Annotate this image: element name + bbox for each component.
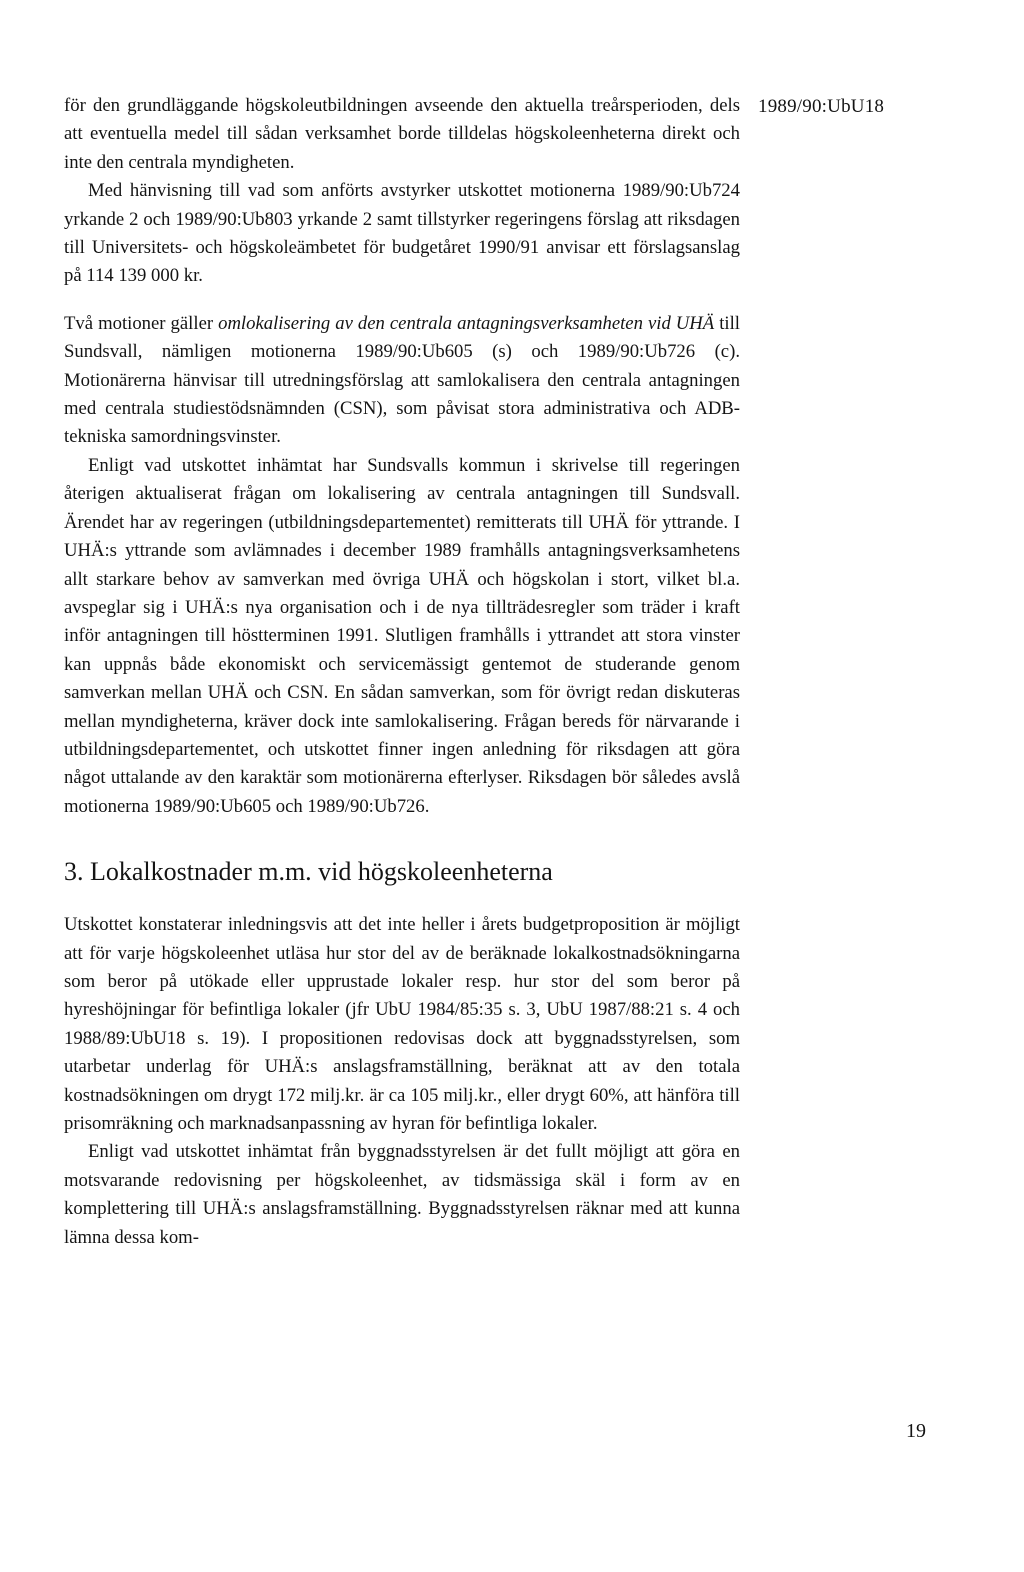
- document-reference: 1989/90:UbU18: [758, 96, 885, 117]
- paragraph-3: [64, 310, 740, 452]
- paragraph-3-italic: omlokalisering av den centrala antagningsverksamheten vid UHÄ: [218, 312, 715, 334]
- paragraph-3-start: Två motioner gäller: [64, 312, 219, 334]
- paragraph-6: Enligt vad utskottet inhämtat från byggnadsstyrelsen är det fullt möjligt att göra en motsvarande redovisning per högskoleenhet, av tidsmässiga skäl i form av en komplettering till UHÄ:s anslagsframställning. Byggnadsstyrelsen räknar med att kunna lämna dessa kom-: [64, 1141, 740, 1248]
- section-heading: 3. Lokalkostnader m.m. vid högskoleenheterna: [64, 857, 553, 887]
- paragraph-2: Med hänvisning till vad som anförts avstyrker utskottet motionerna 1989/90:Ub724 yrkande 2 och 1989/90:Ub803 yrkande 2 samt tillstyrker regeringens förslag att riksdagen till Universitets- och högskoleämbetet för budgetåret 1990/91 anvisar ett förslagsanslag på 114 139 000 kr.: [64, 180, 740, 287]
- body-text: [64, 92, 740, 1252]
- page-number: 19: [906, 1420, 926, 1442]
- paragraph-3-end: till Sundsvall, nämligen motionerna 1989/90:Ub605 (s) och 1989/90:Ub726 (c). Motionärerna hänvisar till utredningsförslag att samlokalisera den centrala antagningen med centrala studiestödsnämnden (CSN), som påvisat stora administrativa och ADB-tekniska samordningsvinster.: [64, 312, 740, 448]
- paragraph-5: Utskottet konstaterar inledningsvis att det inte heller i årets budgetproposition är möjligt att för varje högskoleenhet utläsa hur stor del av de beräknade lokalkostnadsökningarna som beror på utökade eller upprustade lokaler resp. hur stor del som beror på hyreshöjningar för befintliga lokaler (jfr UbU 1984/85:35 s. 3, UbU 1987/88:21 s. 4 och 1988/89:UbU18 s. 19). I propositionen redovisas dock att byggnadsstyrelsen, som utarbetar underlag för UHÄ:s anslagsframställning, beräknat att av den totala kostnadsökningen om drygt 172 milj.kr. är ca 105 milj.kr., eller drygt 60%, att hänföra till prisomräkning och marknadsanpassning av hyran för befintliga lokaler.: [64, 914, 740, 1134]
- paragraph-4: Enligt vad utskottet inhämtat har Sundsvalls kommun i skrivelse till regeringen återigen aktualiserat frågan om lokalisering av centrala antagningen till Sundsvall. Ärendet har av regeringen (utbildningsdepartementet) remitterats till UHÄ för yttrande. I UHÄ:s yttrande som avlämnades i december 1989 framhålls antagningsverksamhetens allt starkare behov av samverkan med övriga UHÄ och högskolan i stort, vilket bl.a. avspeglar sig i UHÄ:s nya organisation och i de nya tillträdesregler som träder i kraft inför antagningen till höstterminen 1991. Slutligen framhålls i yttrandet att stora vinster kan uppnås både ekonomiskt och servicemässigt gentemot de studerande genom samverkan mellan UHÄ och CSN. En sådan samverkan, som för övrigt redan diskuteras mellan myndigheterna, kräver dock inte samlokalisering. Frågan bereds för närvarande i utbildningsdepartementet, och utskottet finner ingen anledning för riksdagen att göra något uttalande av den karaktär som motionärerna efterlyser. Riksdagen bör således avslå motionerna 1989/90:Ub605 och 1989/90:Ub726.: [64, 454, 740, 817]
- paragraph-1: för den grundläggande högskoleutbildningen avseende den aktuella treårsperioden, dels att eventuella medel till sådan verksamhet borde tilldelas högskoleenheterna direkt och inte den centrala myndigheten.: [64, 95, 740, 173]
